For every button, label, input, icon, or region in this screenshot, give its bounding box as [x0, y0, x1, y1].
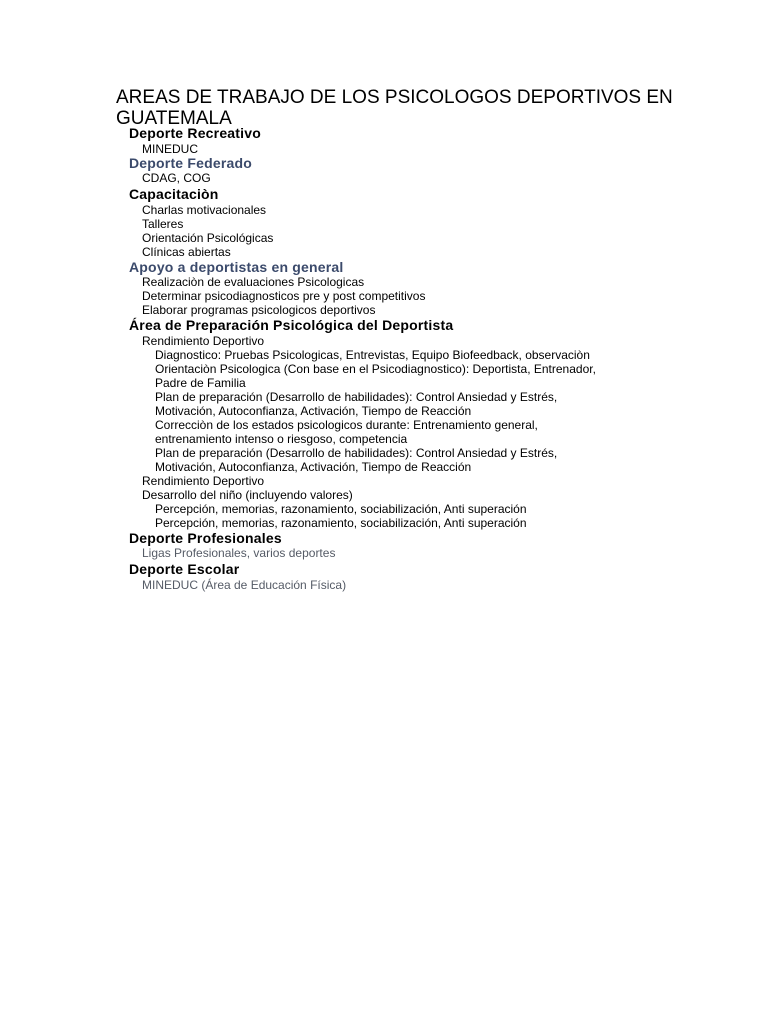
sub-item: Plan de preparación (Desarrollo de habilidades): Control Ansiedad y Estrés,	[155, 445, 558, 460]
sub-item: Motivación, Autoconfianza, Activación, Tiempo de Reacción	[155, 403, 472, 418]
item-mineduc-educacion-fisica: MINEDUC (Área de Educación Física)	[142, 577, 347, 592]
sub-item: Padre de Familia	[155, 375, 246, 390]
sub-item: Correcciòn de los estados psicologicos durante: Entrenamiento general,	[155, 417, 538, 432]
list-item: Realizaciòn de evaluaciones Psicologicas	[142, 275, 365, 289]
item-desarrollo-nino: Desarrollo del niño (incluyendo valores)	[142, 487, 353, 502]
heading-deporte-escolar: Deporte Escolar	[129, 561, 240, 577]
sub-item: Percepción, memorias, razonamiento, sociabilización, Anti superación	[155, 515, 527, 530]
heading-preparacion-psicologica: Área de Preparación Psicológica del Deportista	[129, 317, 454, 333]
list-item: Charlas motivacionales	[142, 202, 267, 217]
item-cdag-cog: CDAG, COG	[142, 171, 211, 185]
list-item: Clínicas abiertas	[142, 244, 231, 259]
heading-apoyo-deportistas: Apoyo a deportistas en general	[129, 258, 344, 275]
sub-item: Diagnostico: Pruebas Psicologicas, Entrevistas, Equipo Biofeedback, observaciòn	[155, 347, 590, 362]
list-item: Orientación Psicológicas	[142, 230, 274, 245]
list-item: Talleres	[142, 216, 184, 231]
item-rendimiento-deportivo: Rendimiento Deportivo	[142, 473, 265, 488]
outline	[0, 126, 768, 592]
item-ligas-profesionales: Ligas Profesionales, varios deportes	[142, 546, 336, 560]
heading-capacitacion: Capacitaciòn	[129, 186, 219, 202]
sub-item: Motivación, Autoconfianza, Activación, Tiempo de Reacción	[155, 459, 472, 474]
item-rendimiento-deportivo: Rendimiento Deportivo	[142, 333, 265, 348]
sub-item: Orientaciòn Psicologica (Con base en el Psicodiagnostico): Deportista, Entrenador,	[155, 361, 596, 376]
heading-deporte-profesionales: Deporte Profesionales	[129, 529, 282, 546]
heading-deporte-recreativo: Deporte Recreativo	[129, 125, 261, 141]
item-mineduc: MINEDUC	[142, 141, 198, 156]
sub-item: Percepción, memorias, razonamiento, sociabilización, Anti superación	[155, 501, 527, 516]
heading-deporte-federado: Deporte Federado	[129, 154, 252, 171]
document-title: AREAS DE TRABAJO DE LOS PSICOLOGOS DEPORTIVOS EN GUATEMALA	[116, 87, 673, 129]
sub-item: entrenamiento intenso o riesgoso, competencia	[155, 431, 408, 446]
list-item: Elaborar programas psicologicos deportivos	[142, 303, 376, 317]
list-item: Determinar psicodiagnosticos pre y post competitivos	[142, 289, 426, 303]
sub-item: Plan de preparación (Desarrollo de habilidades): Control Ansiedad y Estrés,	[155, 389, 558, 404]
